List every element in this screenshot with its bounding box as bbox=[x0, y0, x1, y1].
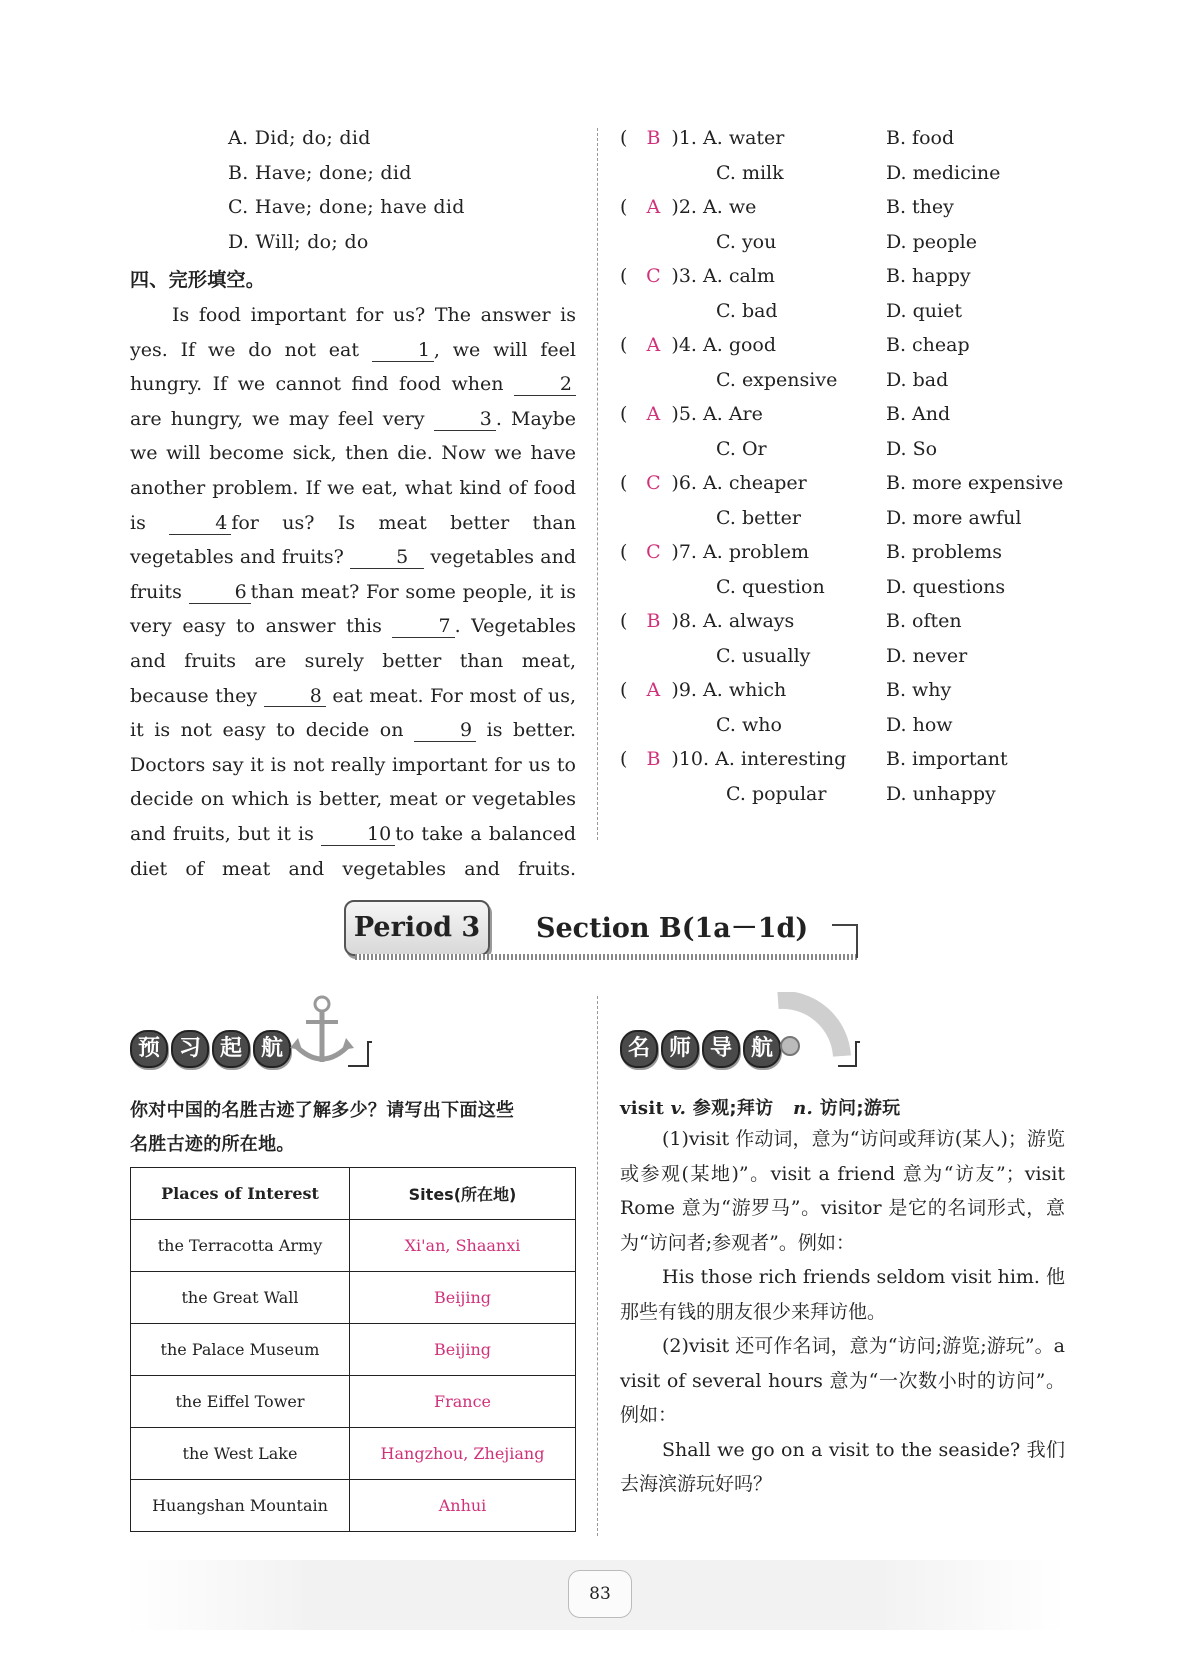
mcq-4-option-d: D. bad bbox=[886, 369, 949, 391]
answer-9: A bbox=[646, 679, 661, 701]
answer-2: A bbox=[646, 196, 661, 218]
option-a: A. we bbox=[703, 196, 757, 218]
mcq-row-6 bbox=[620, 472, 807, 494]
cloze-text: . Maybe we will become sick, then die. Now we have another problem. If we eat, what kind of food is bbox=[130, 407, 576, 534]
cloze-blank-8: 8 bbox=[264, 687, 326, 708]
cloze-text: vegetables and fruits bbox=[130, 546, 577, 603]
mcq-9-option-c: C. who bbox=[716, 714, 782, 736]
preview-badge bbox=[130, 1030, 291, 1074]
mcq-8-option-d: D. never bbox=[886, 645, 968, 667]
question-number: )10. bbox=[671, 748, 710, 770]
place-cell: the West Lake bbox=[131, 1428, 350, 1480]
column-header-sites: Sites(所在地) bbox=[350, 1168, 576, 1220]
answer-4: A bbox=[646, 334, 661, 356]
cloze-blank-3: 3 bbox=[434, 410, 496, 431]
cloze-blank-2: 2 bbox=[514, 375, 576, 396]
site-cell: France bbox=[350, 1376, 576, 1428]
paren-open: ( bbox=[620, 265, 628, 287]
mcq-9-option-d: D. how bbox=[886, 714, 953, 736]
mcq-7-option-d: D. questions bbox=[886, 576, 1006, 598]
answer-7: C bbox=[646, 541, 661, 563]
question-number: )6. bbox=[671, 472, 697, 494]
mcq-8-option-c: C. usually bbox=[716, 645, 811, 667]
mcq-8-option-b: B. often bbox=[886, 610, 962, 632]
mcq-5-option-b: B. And bbox=[886, 403, 951, 425]
place-cell: the Palace Museum bbox=[131, 1324, 350, 1376]
section-title: Section B(1a－1d) bbox=[536, 913, 809, 944]
teacher-badge bbox=[620, 1030, 781, 1074]
place-cell: Huangshan Mountain bbox=[131, 1480, 350, 1532]
cloze-text: eat meat. For most of us, it is not easy to decide on bbox=[130, 684, 576, 742]
paren-open: ( bbox=[620, 334, 628, 356]
mcq-row-2 bbox=[620, 196, 756, 218]
paren-open: ( bbox=[620, 403, 628, 425]
option-a: A. good bbox=[703, 334, 777, 356]
option-a: A. water bbox=[703, 127, 785, 149]
table-header-row bbox=[131, 1168, 576, 1220]
sites-table bbox=[130, 1167, 576, 1532]
mcq-row-5 bbox=[620, 403, 763, 425]
mcq-3-option-d: D. quiet bbox=[886, 300, 962, 322]
note-paragraph-2: His those rich friends seldom visit him. 他那些有钱的朋友很少来拜访他。 bbox=[620, 1266, 1065, 1323]
mcq-row-1 bbox=[620, 127, 784, 149]
site-cell: Xi'an, Shaanxi bbox=[350, 1220, 576, 1272]
page-number: 83 bbox=[568, 1570, 632, 1618]
mcq-1-option-c: C. milk bbox=[716, 162, 784, 184]
mcq-2-option-c: C. you bbox=[716, 231, 777, 253]
badge-char: 预 bbox=[130, 1030, 168, 1068]
pos-noun: n. bbox=[793, 1098, 814, 1119]
prev-option-c: C. Have; done; have did bbox=[228, 196, 465, 218]
mcq-9-option-b: B. why bbox=[886, 679, 952, 701]
mcq-5-option-d: D. So bbox=[886, 438, 938, 460]
site-cell: Beijing bbox=[350, 1324, 576, 1376]
badge-char: 航 bbox=[743, 1030, 781, 1068]
cloze-blank-7: 7 bbox=[392, 617, 454, 638]
question-number: )9. bbox=[671, 679, 697, 701]
mcq-6-option-c: C. better bbox=[716, 507, 801, 529]
site-cell: Anhui bbox=[350, 1480, 576, 1532]
table-row bbox=[131, 1480, 576, 1532]
question-number: )8. bbox=[671, 610, 697, 632]
cloze-blank-1: 1 bbox=[372, 341, 434, 362]
mcq-row-7 bbox=[620, 541, 809, 563]
cloze-text: , we will feel hungry. If we cannot find food when bbox=[130, 338, 576, 396]
column-divider-top bbox=[597, 128, 598, 840]
question-number: )5. bbox=[671, 403, 697, 425]
option-a: A. which bbox=[703, 679, 787, 701]
table-row bbox=[131, 1376, 576, 1428]
cloze-text: . Vegetables and fruits are surely better than meat, because they bbox=[130, 615, 577, 707]
badge-char: 师 bbox=[661, 1030, 699, 1068]
head-word: visit bbox=[620, 1098, 665, 1119]
mcq-row-8 bbox=[620, 610, 794, 632]
cloze-blank-6: 6 bbox=[189, 583, 251, 604]
pos-verb: v. bbox=[670, 1098, 687, 1119]
mcq-2-option-b: B. they bbox=[886, 196, 954, 218]
badge-char: 导 bbox=[702, 1030, 740, 1068]
question-number: )7. bbox=[671, 541, 697, 563]
cloze-passage bbox=[130, 298, 576, 886]
question-number: )4. bbox=[671, 334, 697, 356]
cloze-blank-5: 5 bbox=[350, 548, 424, 569]
mcq-3-option-c: C. bad bbox=[716, 300, 778, 322]
mcq-row-9 bbox=[620, 679, 786, 701]
table-row bbox=[131, 1324, 576, 1376]
badge-char: 名 bbox=[620, 1030, 658, 1068]
badge-char: 起 bbox=[212, 1030, 250, 1068]
mcq-row-3 bbox=[620, 265, 775, 287]
paren-open: ( bbox=[620, 541, 628, 563]
mcq-4-option-b: B. cheap bbox=[886, 334, 970, 356]
place-cell: the Terracotta Army bbox=[131, 1220, 350, 1272]
note-paragraph-3: (2)visit 还可作名词，意为“访问;游览;游玩”。a visit of several hours 意为“一次数小时的访问”。例如： bbox=[620, 1335, 1065, 1426]
mcq-4-option-c: C. expensive bbox=[716, 369, 838, 391]
mcq-2-option-d: D. people bbox=[886, 231, 977, 253]
paren-open: ( bbox=[620, 679, 628, 701]
answer-5: A bbox=[646, 403, 661, 425]
answer-3: C bbox=[646, 265, 661, 287]
mcq-row-10 bbox=[620, 748, 846, 770]
table-row bbox=[131, 1428, 576, 1480]
answer-8: B bbox=[646, 610, 661, 632]
mcq-1-option-d: D. medicine bbox=[886, 162, 1001, 184]
paren-open: ( bbox=[620, 196, 628, 218]
period-label: Period 3 bbox=[344, 900, 490, 956]
prev-option-d: D. Will; do; do bbox=[228, 231, 369, 253]
answer-1: B bbox=[646, 127, 661, 149]
column-header-places: Places of Interest bbox=[131, 1168, 350, 1220]
mcq-row-4 bbox=[620, 334, 776, 356]
cloze-text: than meat? For some people, it is very easy to answer this bbox=[130, 580, 576, 638]
paren-open: ( bbox=[620, 748, 628, 770]
meaning-verb: 参观;拜访 bbox=[692, 1098, 774, 1119]
cloze-text: is better. Doctors say it is not really important for us to decide on which is better, meat or vegetables and fruits, but it is bbox=[130, 719, 576, 845]
column-divider-bottom bbox=[597, 996, 598, 1536]
cloze-text: for us? Is meat better than vegetables and fruits? bbox=[130, 511, 576, 569]
mcq-3-option-b: B. happy bbox=[886, 265, 971, 287]
cloze-blank-4: 4 bbox=[169, 514, 231, 535]
mcq-1-option-b: B. food bbox=[886, 127, 955, 149]
preview-question-line2: 名胜古迹的所在地。 bbox=[130, 1134, 295, 1155]
badge-char: 习 bbox=[171, 1030, 209, 1068]
teacher-notes bbox=[620, 1122, 1065, 1502]
option-a: A. Are bbox=[703, 403, 763, 425]
option-a: A. calm bbox=[703, 265, 775, 287]
option-a: A. interesting bbox=[715, 748, 847, 770]
option-a: A. cheaper bbox=[703, 472, 807, 494]
place-cell: the Great Wall bbox=[131, 1272, 350, 1324]
cloze-blank-9: 9 bbox=[414, 721, 476, 742]
answer-10: B bbox=[646, 748, 661, 770]
mcq-5-option-c: C. Or bbox=[716, 438, 767, 460]
compass-icon bbox=[772, 992, 864, 1074]
note-paragraph-4: Shall we go on a visit to the seaside? 我们去海滨游玩好吗？ bbox=[620, 1438, 1065, 1495]
table-row bbox=[131, 1220, 576, 1272]
prev-option-b: B. Have; done; did bbox=[228, 162, 412, 184]
option-a: A. problem bbox=[703, 541, 809, 563]
site-cell: Beijing bbox=[350, 1272, 576, 1324]
mcq-10-option-b: B. important bbox=[886, 748, 1008, 770]
cloze-text: are hungry, we may feel very bbox=[130, 407, 425, 430]
question-number: )2. bbox=[671, 196, 697, 218]
table-row bbox=[131, 1272, 576, 1324]
header-underline bbox=[355, 954, 858, 960]
question-number: )1. bbox=[671, 127, 697, 149]
anchor-icon bbox=[288, 992, 378, 1074]
mcq-7-option-c: C. question bbox=[716, 576, 825, 598]
option-a: A. always bbox=[703, 610, 795, 632]
site-cell: Hangzhou, Zhejiang bbox=[350, 1428, 576, 1480]
mcq-7-option-b: B. problems bbox=[886, 541, 1002, 563]
mcq-10-option-d: D. unhappy bbox=[886, 783, 996, 805]
cloze-text: to take a balanced diet of meat and vegetables and fruits. bbox=[130, 822, 576, 880]
mcq-6-option-b: B. more expensive bbox=[886, 472, 1064, 494]
mcq-6-option-d: D. more awful bbox=[886, 507, 1022, 529]
header-bracket bbox=[832, 924, 858, 958]
mcq-10-option-c: C. popular bbox=[726, 783, 827, 805]
paren-open: ( bbox=[620, 472, 628, 494]
cloze-blank-10: 10 bbox=[321, 825, 395, 846]
answer-6: C bbox=[646, 472, 661, 494]
cloze-text: Is food important for us? The answer is yes. If we do not eat bbox=[130, 304, 576, 361]
paren-open: ( bbox=[620, 127, 628, 149]
question-number: )3. bbox=[671, 265, 697, 287]
badge-char: 航 bbox=[253, 1030, 291, 1068]
note-paragraph-1: (1)visit 作动词，意为“访问或拜访(某人)；游览或参观(某地)”。visit a friend 意为“访友”；visit Rome 意为“游罗马”。visitor 是它的名词形式，意为“访问者;参观者”。例如： bbox=[620, 1128, 1065, 1254]
cloze-heading: 四、完形填空。 bbox=[130, 269, 266, 291]
prev-option-a: A. Did; do; did bbox=[228, 127, 371, 149]
word-heading bbox=[620, 1094, 900, 1120]
paren-open: ( bbox=[620, 610, 628, 632]
place-cell: the Eiffel Tower bbox=[131, 1376, 350, 1428]
preview-question-line1: 你对中国的名胜古迹了解多少？请写出下面这些 bbox=[130, 1100, 515, 1121]
meaning-noun: 访问;游玩 bbox=[819, 1098, 901, 1119]
